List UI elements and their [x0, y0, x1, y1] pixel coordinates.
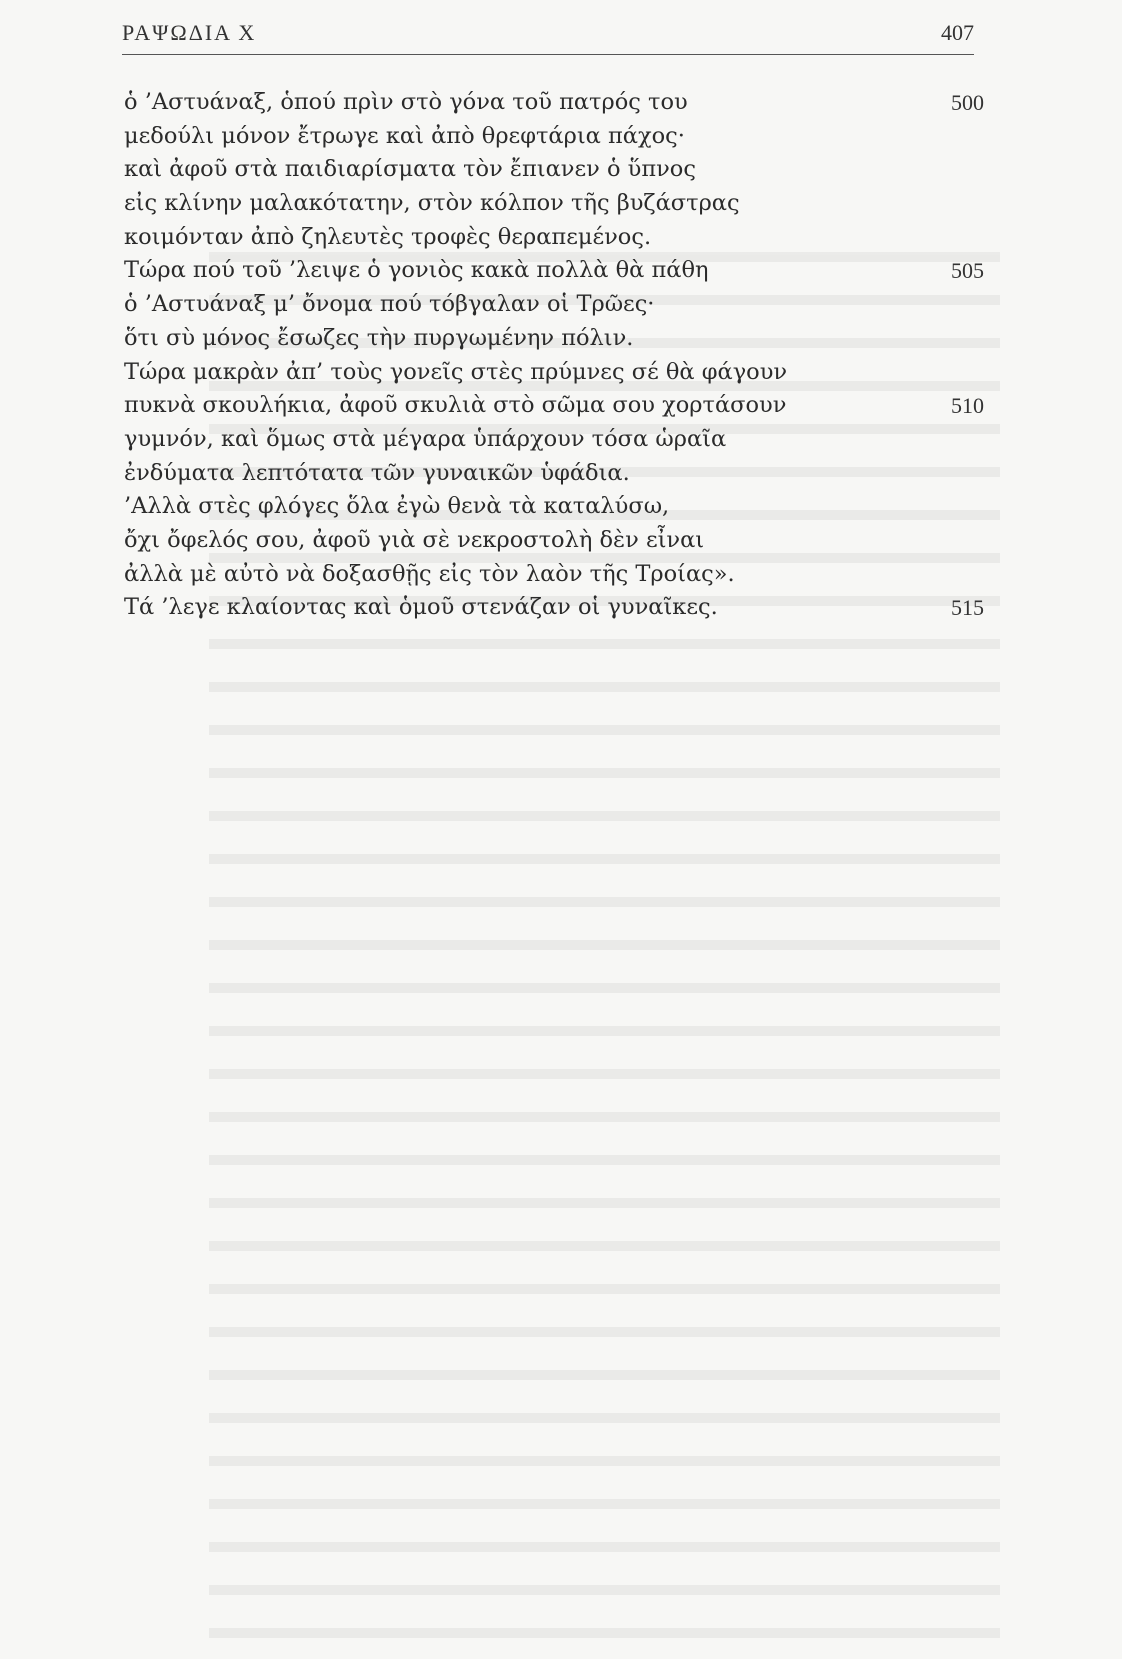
verse-text: ἐνδύματα λεπτότατα τῶν γυναικῶν ὑφάδια.: [124, 459, 630, 486]
verse-text: κοιμόνταν ἀπὸ ζηλευτὲς τροφὲς θεραπεμένος.: [124, 223, 652, 250]
verse-text: πυκνὰ σκουλήκια, ἀφοῦ σκυλιὰ στὸ σῶμα σου χορτάσουν: [124, 392, 787, 419]
page-number: 407: [941, 20, 974, 45]
verse-line: [124, 322, 984, 356]
line-number: 505: [951, 258, 984, 284]
verse-block: [124, 86, 984, 625]
line-number: 500: [951, 90, 984, 115]
verse-line: [124, 153, 984, 187]
verse-line: [124, 423, 984, 457]
verse-line: [124, 187, 984, 221]
running-header: [122, 18, 974, 52]
line-number: 515: [951, 595, 984, 621]
verse-text: εἰς κλίνην μαλακότατην, στὸν κόλπον τῆς βυζάστρας: [124, 190, 740, 217]
verse-text: ὁ ’Αστυάναξ, ὁπού πρὶν στὸ γόνα τοῦ πατρός του: [124, 89, 688, 115]
running-title: ΡΑΨΩΔΙΑ Χ: [122, 20, 257, 45]
verse-line: [124, 356, 984, 390]
header-rule: [122, 54, 974, 55]
verse-text: Τά ’λεγε κλαίοντας καὶ ὁμοῦ στενάζαν οἱ γυναῖκες.: [124, 594, 718, 621]
verse-line: [124, 221, 984, 255]
verse-text: ὄχι ὄφελός σου, ἀφοῦ γιὰ σὲ νεκροστολὴ δὲν εἶναι: [124, 526, 705, 553]
line-number: 510: [951, 393, 984, 419]
verse-line: [124, 490, 984, 524]
verse-text: ἀλλὰ μὲ αὐτὸ νὰ δοξασθῇς εἰς τὸν λαὸν τῆς Τροίας».: [124, 560, 735, 587]
verse-line: [124, 591, 984, 625]
verse-text: καὶ ἀφοῦ στὰ παιδιαρίσματα τὸν ἔπιανεν ὁ ὕπνος: [124, 156, 696, 183]
verse-text: ὅτι σὺ μόνος ἔσωζες τὴν πυργωμένην πόλιν.: [124, 324, 634, 351]
verse-text: ’Αλλὰ στὲς φλόγες ὅλα ἐγὼ θενὰ τὰ καταλύσω,: [124, 493, 670, 520]
verse-text: ὁ ’Αστυάναξ μ’ ὄνομα πού τόβγαλαν οἱ Τρῶες·: [124, 291, 655, 318]
verse-line: [124, 86, 984, 120]
verse-text: μεδούλι μόνον ἔτρωγε καὶ ἀπὸ θρεφτάρια πάχος·: [124, 122, 685, 149]
verse-line: [124, 457, 984, 491]
verse-text: Τώρα πού τοῦ ’λειψε ὁ γονιὸς κακὰ πολλὰ θὰ πάθη: [124, 257, 709, 284]
verse-line: [124, 254, 984, 288]
verse-line: [124, 558, 984, 592]
verse-line: [124, 120, 984, 154]
verse-line: [124, 524, 984, 558]
verse-text: Τώρα μακρὰν ἀπ’ τοὺς γονεῖς στὲς πρύμνες σέ θὰ φάγουν: [124, 358, 788, 385]
verse-line: [124, 389, 984, 423]
verse-text: γυμνόν, καὶ ὅμως στὰ μέγαρα ὑπάρχουν τόσα ὡραῖα: [124, 425, 727, 452]
verse-line: [124, 288, 984, 322]
